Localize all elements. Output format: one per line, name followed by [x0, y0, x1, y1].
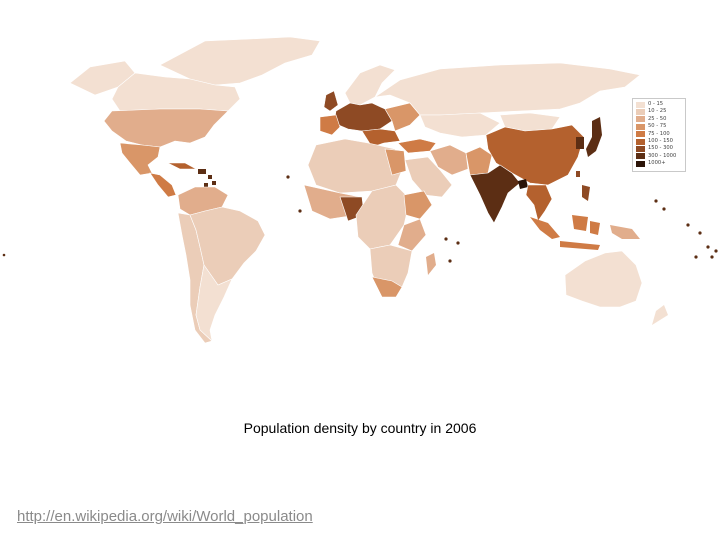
- legend-item: [636, 101, 682, 108]
- legend-item: [636, 153, 682, 160]
- legend-item: [636, 116, 682, 123]
- region-korea: [576, 137, 584, 149]
- region-new-zealand: [652, 305, 668, 325]
- source-link[interactable]: http://en.wikipedia.org/wiki/World_population: [17, 508, 313, 525]
- legend-swatch: [636, 109, 645, 115]
- legend-swatch: [636, 146, 645, 152]
- legend-swatch: [636, 161, 645, 167]
- legend-swatch: [636, 139, 645, 145]
- legend-swatch: [636, 116, 645, 122]
- legend-label: 1000+: [648, 160, 666, 167]
- legend-label: 0 - 15: [648, 101, 664, 108]
- legend-item: [636, 145, 682, 152]
- region-afghanistan-pakistan: [466, 147, 492, 175]
- region-western-europe: [334, 103, 392, 131]
- region-usa: [104, 109, 228, 147]
- map-caption: Population density by country in 2006: [243, 420, 477, 436]
- region-cuba: [168, 163, 196, 169]
- legend-label: 150 - 300: [648, 145, 673, 152]
- region-japan: [586, 117, 602, 157]
- legend-swatch: [636, 102, 645, 108]
- region-iberia: [320, 115, 340, 135]
- region-madagascar: [426, 253, 436, 275]
- region-kazakhstan: [420, 113, 500, 137]
- legend-item: [636, 108, 682, 115]
- legend-item: [636, 123, 682, 130]
- legend-label: 75 - 100: [648, 130, 670, 137]
- region-central-america: [150, 173, 176, 197]
- world-population-density-map: [0, 25, 720, 355]
- legend-item: [636, 160, 682, 167]
- legend-label: 50 - 75: [648, 123, 667, 130]
- region-australia: [565, 251, 642, 307]
- map-legend: [632, 98, 686, 172]
- legend-label: 10 - 25: [648, 108, 667, 115]
- region-uk: [324, 91, 338, 111]
- legend-swatch: [636, 131, 645, 137]
- legend-swatch: [636, 153, 645, 159]
- region-new-guinea: [610, 225, 640, 239]
- region-taiwan-philippines: [576, 171, 590, 201]
- region-southeast-asia: [526, 185, 552, 221]
- region-mexico: [120, 143, 160, 175]
- region-caribbean: [198, 169, 216, 187]
- region-indonesia: [530, 215, 600, 250]
- legend-label: 25 - 50: [648, 115, 667, 122]
- legend-item: [636, 138, 682, 145]
- region-greenland: [160, 37, 320, 85]
- legend-label: 300 - 1000: [648, 152, 677, 159]
- region-russia: [375, 63, 640, 115]
- legend-item: [636, 131, 682, 138]
- legend-label: 100 - 150: [648, 138, 673, 145]
- legend-swatch: [636, 124, 645, 130]
- region-scandinavia: [345, 65, 395, 105]
